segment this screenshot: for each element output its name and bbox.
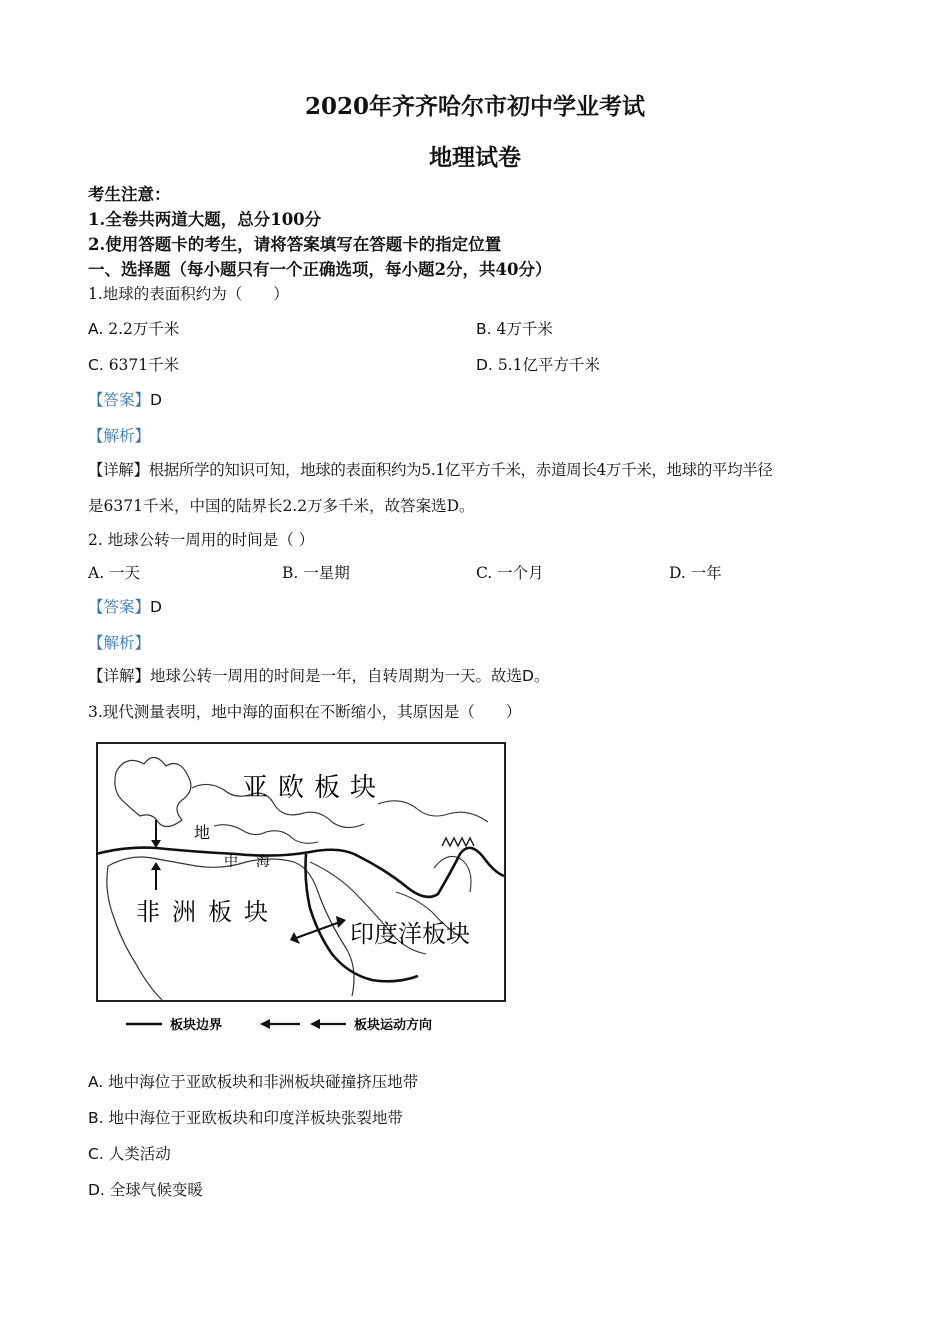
- q3-option-c-letter: C.: [88, 1145, 104, 1163]
- q2-detail-text: 【详解】地球公转一周用的时间是一年，自转周期为一天。故选: [88, 667, 523, 685]
- label-zhong: 中: [224, 854, 238, 870]
- map-legend: [96, 1006, 506, 1042]
- label-hai: 海: [256, 854, 270, 870]
- q1-answer-tag: 【答案】: [88, 391, 151, 409]
- q2-option-d: D. 一年: [669, 564, 722, 582]
- q1-detail-line-2: 是6371千米，中国的陆界长2.2万多千米，故答案选D。: [88, 497, 475, 515]
- legend-arrow-1-head: [260, 1019, 270, 1029]
- q1-option-d-letter: D.: [476, 356, 493, 374]
- section-heading: 一、选择题（每小题只有一个正确选项，每小题2分，共40分）: [88, 260, 552, 279]
- q3-option-b-text: 地中海位于亚欧板块和印度洋板块张裂地带: [108, 1109, 404, 1127]
- q1-option-a: [88, 317, 179, 339]
- q2-option-b: B. 一星期: [282, 564, 350, 582]
- q1-option-d-text: 5.1亿平方千米: [497, 356, 600, 374]
- q2-answer-tag: 【答案】: [88, 598, 151, 616]
- q1-answer: [88, 388, 162, 410]
- plate-boundary-map: [96, 742, 506, 1002]
- label-eurasian-plate: 亚欧板块: [242, 773, 387, 803]
- q2-option-a: A. 一天: [88, 564, 141, 582]
- q1-stem: 1.地球的表面积约为（ ）: [88, 285, 289, 303]
- q3-option-d: [88, 1178, 203, 1200]
- exam-subtitle: 地理试卷: [429, 144, 521, 171]
- q1-detail-line-1: 【详解】根据所学的知识可知，地球的表面积约为5.1亿平方千米，赤道周长4万千米，地球的平均半径: [88, 461, 773, 479]
- q1-option-d: [476, 353, 600, 375]
- notice-item-1: 1.全卷共两道大题，总分100分: [88, 210, 322, 229]
- q3-option-d-text: 全球气候变暖: [109, 1181, 203, 1199]
- label-di: 地: [194, 823, 211, 842]
- legend-arrow-2-head: [310, 1019, 320, 1029]
- notice-heading: 考生注意：: [88, 185, 171, 204]
- label-african-plate: 非洲板块: [136, 898, 280, 926]
- q2-option-c: C. 一个月: [476, 564, 544, 582]
- q3-option-a-text: 地中海位于亚欧板块和非洲板块碰撞挤压地带: [108, 1073, 419, 1091]
- q2-answer-value: D: [150, 598, 162, 616]
- q2-analysis-tag: 【解析】: [88, 634, 151, 652]
- q3-option-b: [88, 1106, 403, 1128]
- legend-motion-label: 板块运动方向: [354, 1018, 433, 1033]
- notice-item-2: 2.使用答题卡的考生，请将答案填写在答题卡的指定位置: [88, 235, 502, 254]
- q1-option-a-text: 2.2万千米: [108, 320, 180, 338]
- q1-option-b: [476, 317, 553, 339]
- q3-option-d-letter: D.: [88, 1181, 105, 1199]
- q3-option-c: [88, 1142, 171, 1164]
- q2-answer: [88, 595, 162, 617]
- q2-detail-end: D。: [522, 667, 550, 685]
- legend-boundary-label: 板块边界: [170, 1018, 223, 1033]
- q3-stem: 3.现代测量表明，地中海的面积在不断缩小，其原因是（ ）: [88, 703, 522, 721]
- q1-option-c-text: 6371千米: [108, 356, 180, 374]
- q2-detail: [88, 664, 549, 686]
- q3-option-a: [88, 1070, 418, 1092]
- q1-option-b-text: 4万千米: [496, 320, 553, 338]
- q1-answer-value: D: [150, 391, 162, 409]
- q1-option-c: [88, 353, 179, 375]
- label-indian-plate: 印度洋板块: [350, 920, 470, 948]
- q1-option-a-letter: A.: [88, 320, 104, 338]
- q3-option-c-text: 人类活动: [108, 1145, 171, 1163]
- q2-stem: 2. 地球公转一周用的时间是（ ）: [88, 531, 315, 549]
- q1-analysis-tag: 【解析】: [88, 427, 151, 445]
- q3-option-b-letter: B.: [88, 1109, 104, 1127]
- exam-title: 2020年齐齐哈尔市初中学业考试: [304, 93, 645, 120]
- q1-option-b-letter: B.: [476, 320, 492, 338]
- q3-option-a-letter: A.: [88, 1073, 104, 1091]
- q1-option-c-letter: C.: [88, 356, 104, 374]
